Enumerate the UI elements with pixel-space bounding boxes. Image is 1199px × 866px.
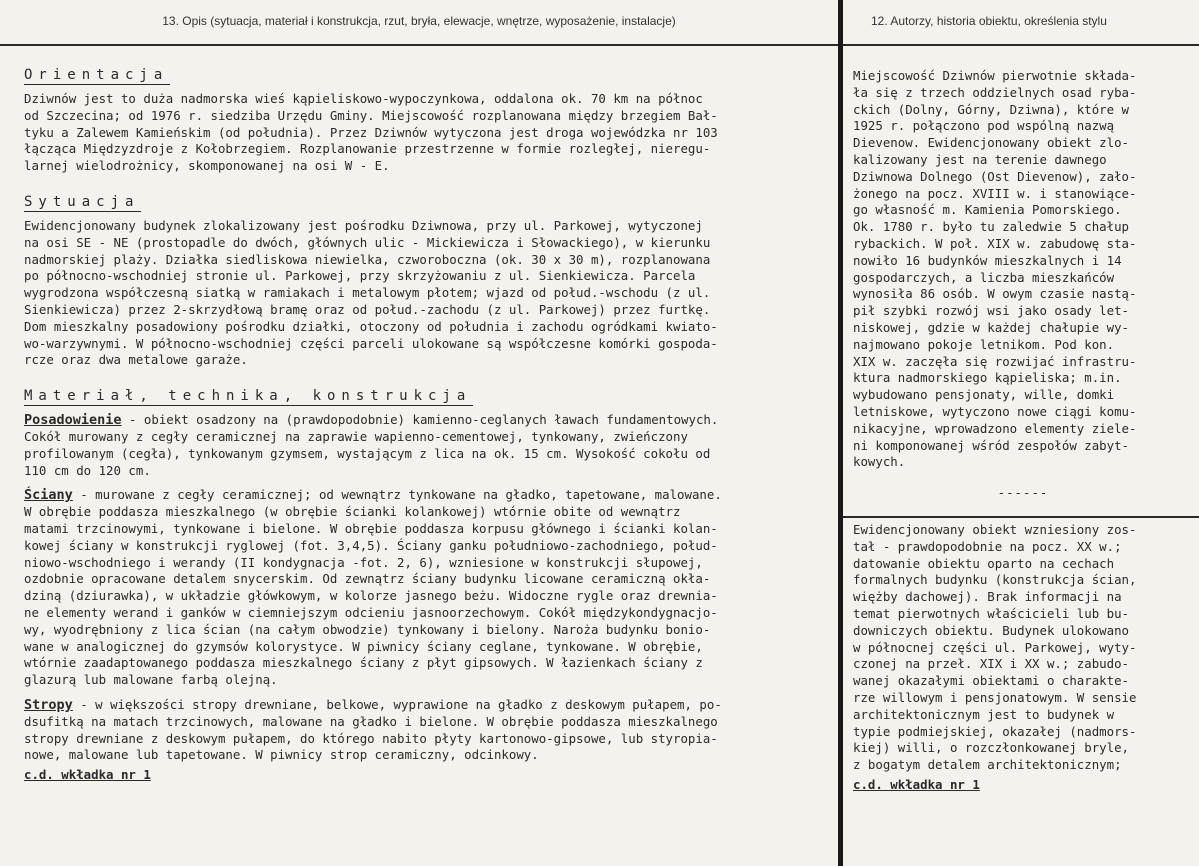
header-rule	[0, 44, 838, 46]
text-history: Miejscowość Dziwnów pierwotnie składa- ła się z trzech oddzielnych osad ryba- ckich (Dolny, Górny, Dziwna), które w 1925 r. połączono pod wspólną nazwą Dievenow. Ewidencjonowany obiekt zlo- kalizowany jest na terenie dawnego Dziwnowa Dolnego (Ost Dievenow), zało- żonego na pocz. XVIII w. i stanowiące- go własność m. Kamienia Pomorskiego. Ok. 1780 r. było tu zaledwie 5 chałup rybackich. W poł. XIX w. zabudowę sta- nowiło 16 budynków mieszkalnych i 14 gospodarczych, a liczba mieszkańców wynosiła 86 osób. W owym czasie nastą- pił szybki rozwój wsi jako osady let- niskowej, gdzie w każdej chałupie wy- najmowano pokoje letnikom. Pod kon. XIX w. zaczęła się rozwijać infrastru- ktura nadmorskiego kąpieliska; m.in. wybudowano pensjonaty, wille, domki letniskowe, wytyczono nowe ciągi komu- nikacyjne, wprowadzono elementy ziele- ni komponowanej wśród zespołów zabyt- kowych.	[853, 68, 1137, 470]
paragraph-posadowienie	[24, 412, 824, 479]
history-column	[843, 0, 1199, 866]
text-style: Ewidencjonowany obiekt wzniesiony zos- tał - prawdopodobnie na pocz. XX w.; datowanie obiektu oparto na cechach formalnych budynku (konstrukcja ścian, więżby dachowej). Brak informacji na temat pierwotnych właścicieli lub bu- downiczych obiektu. Budynek ulokowano w północnej części ul. Parkowej, wyty- czonej na przeł. XIX i XX w.; zabudo- wanej okazałymi obiektami o charakte- rze willowym i pensjonatowym. W sensie architektonicznym jest to budynek w typie podmiejskiej, okazałej (nadmors- kiej) willi, o rozczłonkowanej bryle, z bogatym detalem architektonicznym;	[853, 522, 1137, 773]
heading-material: Materiał, technika, konstrukcja	[24, 388, 472, 405]
style-body	[853, 522, 1193, 793]
continuation-note-left: c.d. wkładka nr 1	[24, 767, 151, 783]
description-body	[24, 64, 824, 783]
heading-sytuacja: Sytuacja	[24, 193, 140, 210]
term-stropy: Stropy	[24, 696, 73, 713]
history-body	[853, 68, 1193, 510]
section-orientacja	[24, 64, 824, 175]
paragraph-sciany	[24, 487, 824, 689]
text-posadowienie: - obiekt osadzony na (prawdopodobnie) kamienno-ceglanych ławach fundamentowych. Cokół murowany z cegły ceramicznej na zaprawie wapienno-cementowej, tynkowany, zwieńczony profilowanym (cegła), tynkowanym gzymsem, wystającym z lica na ok. 15 cm. Wysokość cokołu od 110 cm do 120 cm.	[24, 412, 719, 478]
section-sytuacja	[24, 191, 824, 369]
text-orientacja: Dziwnów jest to duża nadmorska wieś kąpieliskowo-wypoczynkowa, oddalona ok. 70 km na północ od Szczecina; od 1976 r. siedziba Urzędu Gminy. Miejscowość rozplanowana między brzegiem Bał- tyku a Zalewem Kamieńskim (od południa). Przez Dziwnów wytyczona jest droga wojewódzka nr 103 łącząca Międzyzdroje z Kołobrzegiem. Rozplanowanie przestrzenne w formie rozległej, nieregu- larnej wielodrożnicy, skomponowanej na osi W - E.	[24, 91, 718, 174]
text-stropy: - w większości stropy drewniane, belkowe, wyprawione na gładko z deskowym pułapem, po- dsufitką na matach trzcinowych, malowane na gładko i bielone. W obrębie poddasza mieszkalnego stropy drewniane z deskowym pułapem, do którego nabito płyty kartonowo-gipsowe, lub styropia- nowe, malowane lub tapetowane. W piwnicy strop ceramiczny, odcinkowy.	[24, 696, 722, 763]
separator: ------	[997, 485, 1049, 501]
section-material	[24, 385, 824, 783]
term-sciany: Ściany	[24, 487, 73, 504]
term-posadowienie: Posadowienie	[24, 412, 122, 429]
header-rule-right	[843, 44, 1199, 46]
continuation-note-right: c.d. wkładka nr 1	[853, 776, 980, 792]
history-column-header: 12. Autorzy, historia obiektu, określenia stylu	[871, 14, 1107, 28]
section-rule-right	[843, 516, 1199, 518]
paragraph-stropy	[24, 697, 824, 764]
text-sciany: - murowane z cegły ceramicznej; od wewnątrz tynkowane na gładko, tapetowane, malowane. W obrębie poddasza mieszkalnego (w obrębie ścianki kolankowej) wtórnie obite od wewnątrz matami trzcinowymi, tynkowane i bielone. W obrębie poddasza korpusu głównego i ścianki kolan- kowej ściany w konstrukcji ryglowej (fot. 3,4,5). Ściany ganku południowo-zachodniego, połud- niowo-wschodniego i werandy (II kondygnacja -fot. 2, 6), wzniesione w konstrukcji słupowej, ozdobnie opracowane detalem snycerskim. Od zewnątrz ściany budynku licowane ceramiczną okła- dziną (dziurawka), w układzie główkowym, w kolorze jasnego beżu. Widoczne rygle oraz drewnia- ne elementy werand i ganków w ciemniejszym odcieniu jasnoorzechowym. Cokół międzykondygnacjo- wy, wyodrębniony z lica ścian (na całym obwodzie) tynkowany i bielony. Naroża budynku bonio- wane w analogicznej do gzymsów kolorystyce. W piwnicy ściany ceglane, tynkowane. W obrębie, wtórnie zaadaptowanego poddasza mieszkalnego ściany z płyt gipsowych. W łazienkach ściany z glazurą lub malowane farbą olejną.	[24, 487, 722, 688]
heading-orientacja: Orientacja	[24, 67, 169, 83]
description-column-header: 13. Opis (sytuacja, materiał i konstrukcja, rzut, bryła, elewacje, wnętrze, wyposażenie, instalacje)	[162, 14, 676, 28]
text-sytuacja: Ewidencjonowany budynek zlokalizowany jest pośrodku Dziwnowa, przy ul. Parkowej, wytyczonej na osi SE - NE (prostopadle do dwóch, głównych ulic - Mickiewicza i Słowackiego), w kierunku nadmorskiej plaży. Działka siedliskowa niewielka, czworoboczna (ok. 30 x 30 m), rozplanowana po północno-wschodniej stronie ul. Parkowej, przy skrzyżowaniu z ul. Sienkiewicza. Parcela wygrodzona współczesną siatką w ramiakach i metalowym płotem; wjazd od połud.-wschodu (z ul. Sienkiewicza) przez 2-skrzydłową bramę oraz od połud.-zachodu (z ul. Parkowej) przez furtkę. Dom mieszkalny posadowiony pośrodku działki, otoczony od południa i zachodu ogródkami kwiato- wo-warzywnymi. W północno-wschodniej części parceli ulokowane są współczesne komórki gospoda- rcze oraz dwa metalowe garaże.	[24, 217, 718, 368]
